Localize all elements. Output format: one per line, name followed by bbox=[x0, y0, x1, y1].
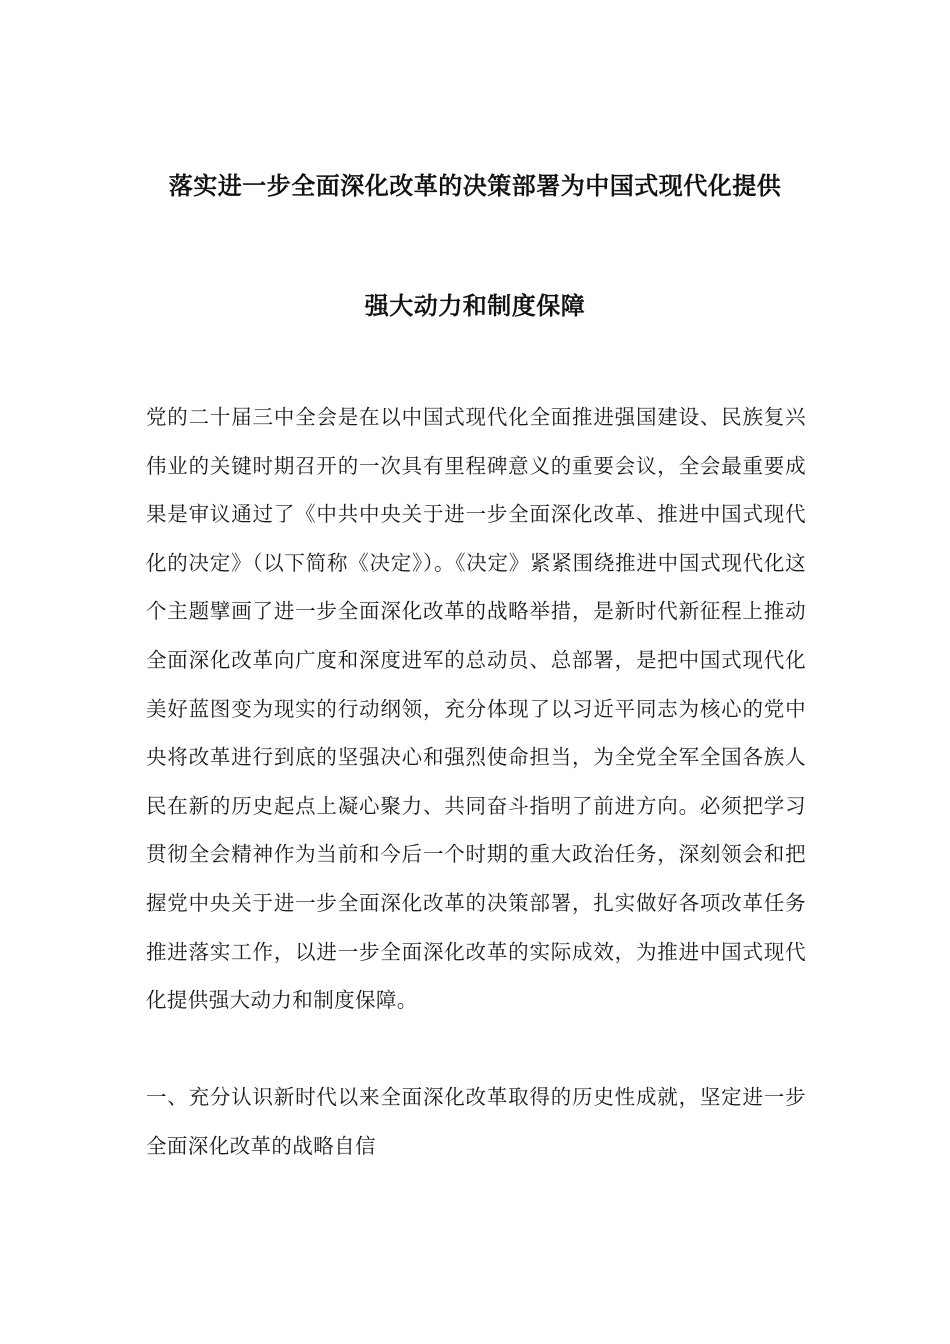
document-title-line-1: 落实进一步全面深化改革的决策部署为中国式现代化提供 bbox=[168, 172, 782, 200]
section-heading-1: 一、充分认识新时代以来全面深化改革取得的历史性成就，坚定进一步全面深化改革的战略自信 bbox=[146, 1085, 806, 1158]
document-title-line-2: 强大动力和制度保障 bbox=[364, 292, 586, 320]
body-paragraph-intro: 党的二十届三中全会是在以中国式现代化全面推进强国建设、民族复兴伟业的关键时期召开的一次具有里程碑意义的重要会议，全会最重要成果是审议通过了《中共中央关于进一步全面深化改革、推进中国式现代化的决定》（以下简称《决定》）。《决定》紧紧围绕推进中国式现代化这个主题擘画了进一步全面深化改革的战略举措，是新时代新征程上推动全面深化改革向广度和深度进军的总动员、总部署，是把中国式现代化美好蓝图变为现实的行动纲领，充分体现了以习近平同志为核心的党中央将改革进行到底的坚强决心和强烈使命担当，为全党全军全国各族人民在新的历史起点上凝心聚力、共同奋斗指明了前进方向。必须把学习贯彻全会精神作为当前和今后一个时期的重大政治任务，深刻领会和把握党中央关于进一步全面深化改革的决策部署，扎实做好各项改革任务推进落实工作，以进一步全面深化改革的实际成效，为推进中国式现代化提供强大动力和制度保障。 bbox=[146, 405, 806, 1013]
